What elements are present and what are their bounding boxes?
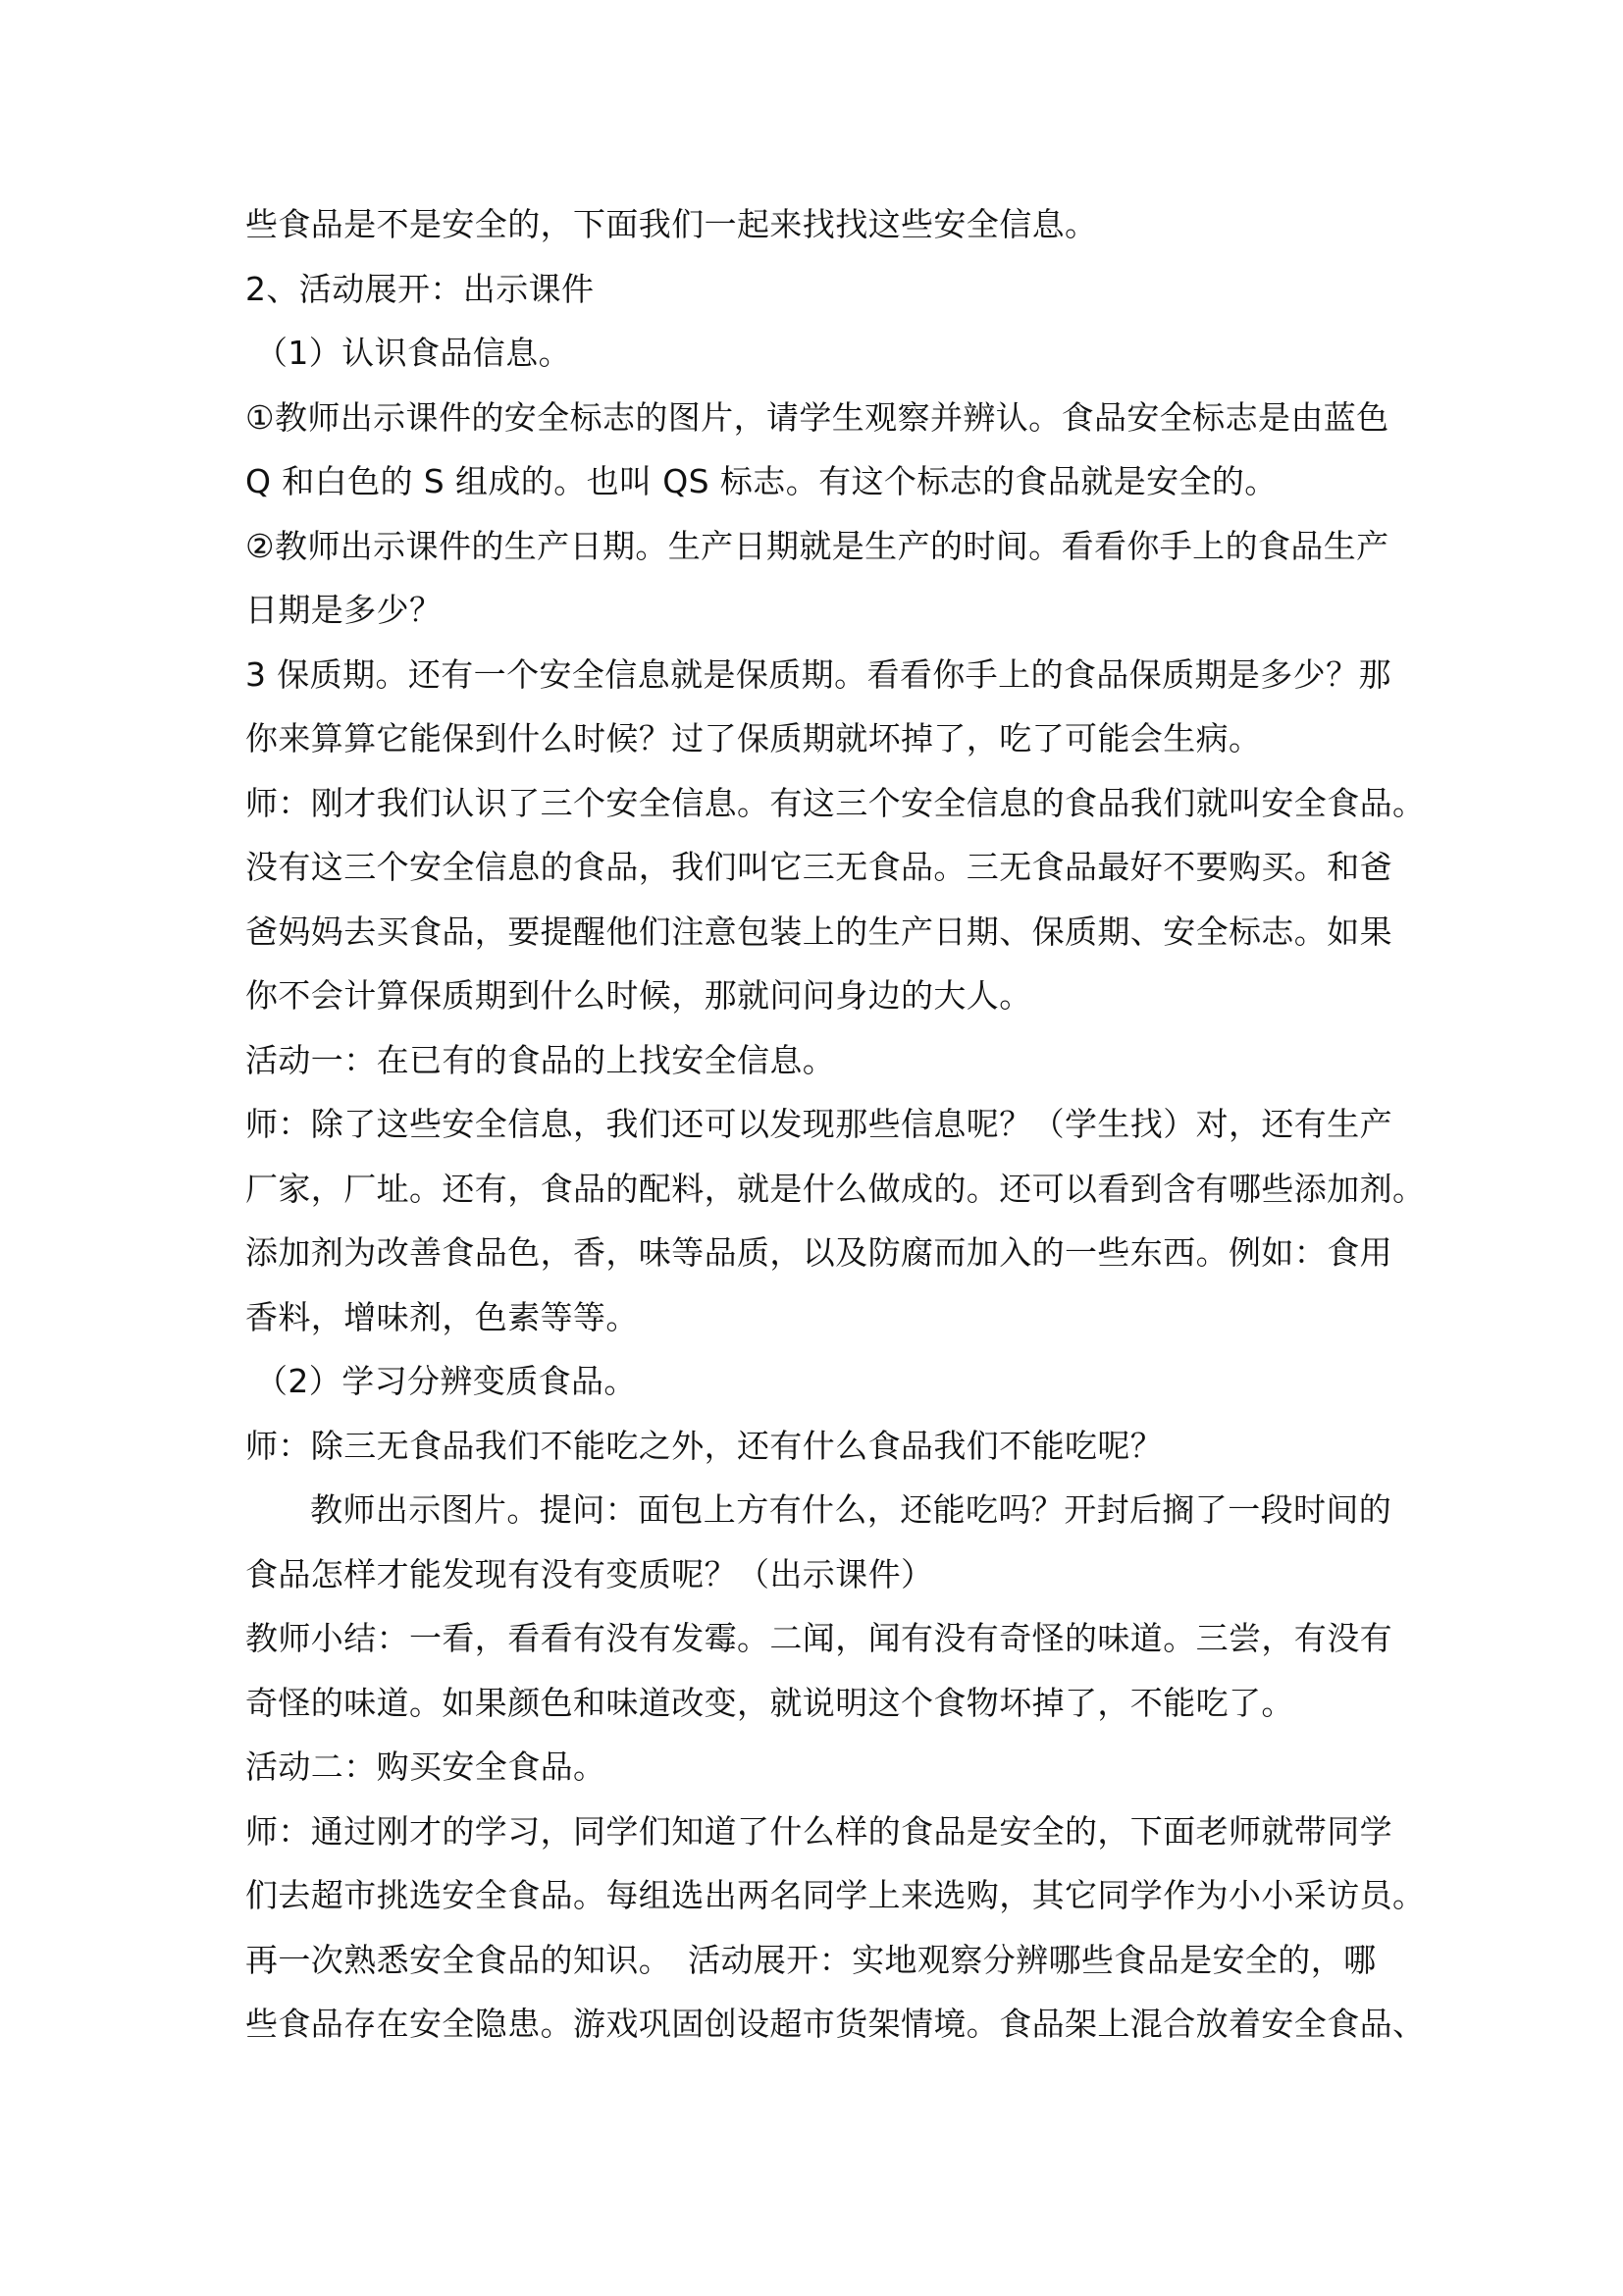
text-line: 些食品存在安全隐患。游戏巩固创设超市货架情境。食品架上混合放着安全食品、 [245,2005,1426,2043]
text-line: 你不会计算保质期到什么时候，那就问问身边的大人。 [245,976,1032,1015]
text-line: Q 和白色的 S 组成的。也叫 QS 标志。有这个标志的食品就是安全的。 [245,462,1278,500]
text-line: 你来算算它能保到什么时候？过了保质期就坏掉了，吃了可能会生病。 [245,719,1262,757]
text-line: 再一次熟悉安全食品的知识。 活动展开：实地观察分辨哪些食品是安全的，哪 [245,1940,1377,1979]
text-line: 爸妈妈去买食品，要提醒他们注意包装上的生产日期、保质期、安全标志。如果 [245,912,1392,951]
activity-heading: 活动二：购买安全食品。 [245,1748,606,1786]
text-line: 3 保质期。还有一个安全信息就是保质期。看看你手上的食品保质期是多少？那 [245,654,1391,694]
text-line: 教师小结：一看，看看有没有发霉。二闻，闻有没有奇怪的味道。三尝，有没有 [245,1619,1392,1657]
text-line: 教师出示图片。提问：面包上方有什么，还能吃吗？开封后搁了一段时间的 [310,1490,1392,1529]
activity-heading: 活动一：在已有的食品的上找安全信息。 [245,1040,836,1079]
text-line: 师：除了这些安全信息，我们还可以发现那些信息呢？（学生找）对，还有生产 [245,1105,1392,1143]
section-heading: （1）认识食品信息。 [255,334,571,372]
text-line: 些食品是不是安全的，下面我们一起来找找这些安全信息。 [245,205,1098,243]
text-line: 添加剂为改善食品色，香，味等品质，以及防腐而加入的一些东西。例如：食用 [245,1233,1392,1272]
text-line: 2、活动展开：出示课件 [245,269,595,308]
text-line: 食品怎样才能发现有没有变质呢？（出示课件） [245,1554,934,1593]
text-line: ①教师出示课件的安全标志的图片，请学生观察并辨认。食品安全标志是由蓝色 [245,397,1389,437]
text-line: 厂家，厂址。还有，食品的配料，就是什么做成的。还可以看到含有哪些添加剂。 [245,1169,1426,1208]
text-line: 奇怪的味道。如果颜色和味道改变，就说明这个食物坏掉了，不能吃了。 [245,1683,1294,1722]
text-line: 日期是多少？ [245,591,443,629]
text-line: ②教师出示课件的生产日期。生产日期就是生产的时间。看看你手上的食品生产 [245,526,1389,565]
text-line: 们去超市挑选安全食品。每组选出两名同学上来选购，其它同学作为小小采访员。 [245,1876,1426,1914]
text-line: 香料，增味剂，色素等等。 [245,1297,639,1336]
text-line: 师：通过刚才的学习，同学们知道了什么样的食品是安全的，下面老师就带同学 [245,1811,1392,1851]
document-body [245,192,1426,2057]
text-line: 师：刚才我们认识了三个安全信息。有这三个安全信息的食品我们就叫安全食品。 [245,783,1426,822]
section-heading: （2）学习分辨变质食品。 [255,1362,637,1400]
text-line: 没有这三个安全信息的食品，我们叫它三无食品。三无食品最好不要购买。和爸 [245,848,1392,886]
text-line: 师：除三无食品我们不能吃之外，还有什么食品我们不能吃呢？ [245,1426,1164,1465]
